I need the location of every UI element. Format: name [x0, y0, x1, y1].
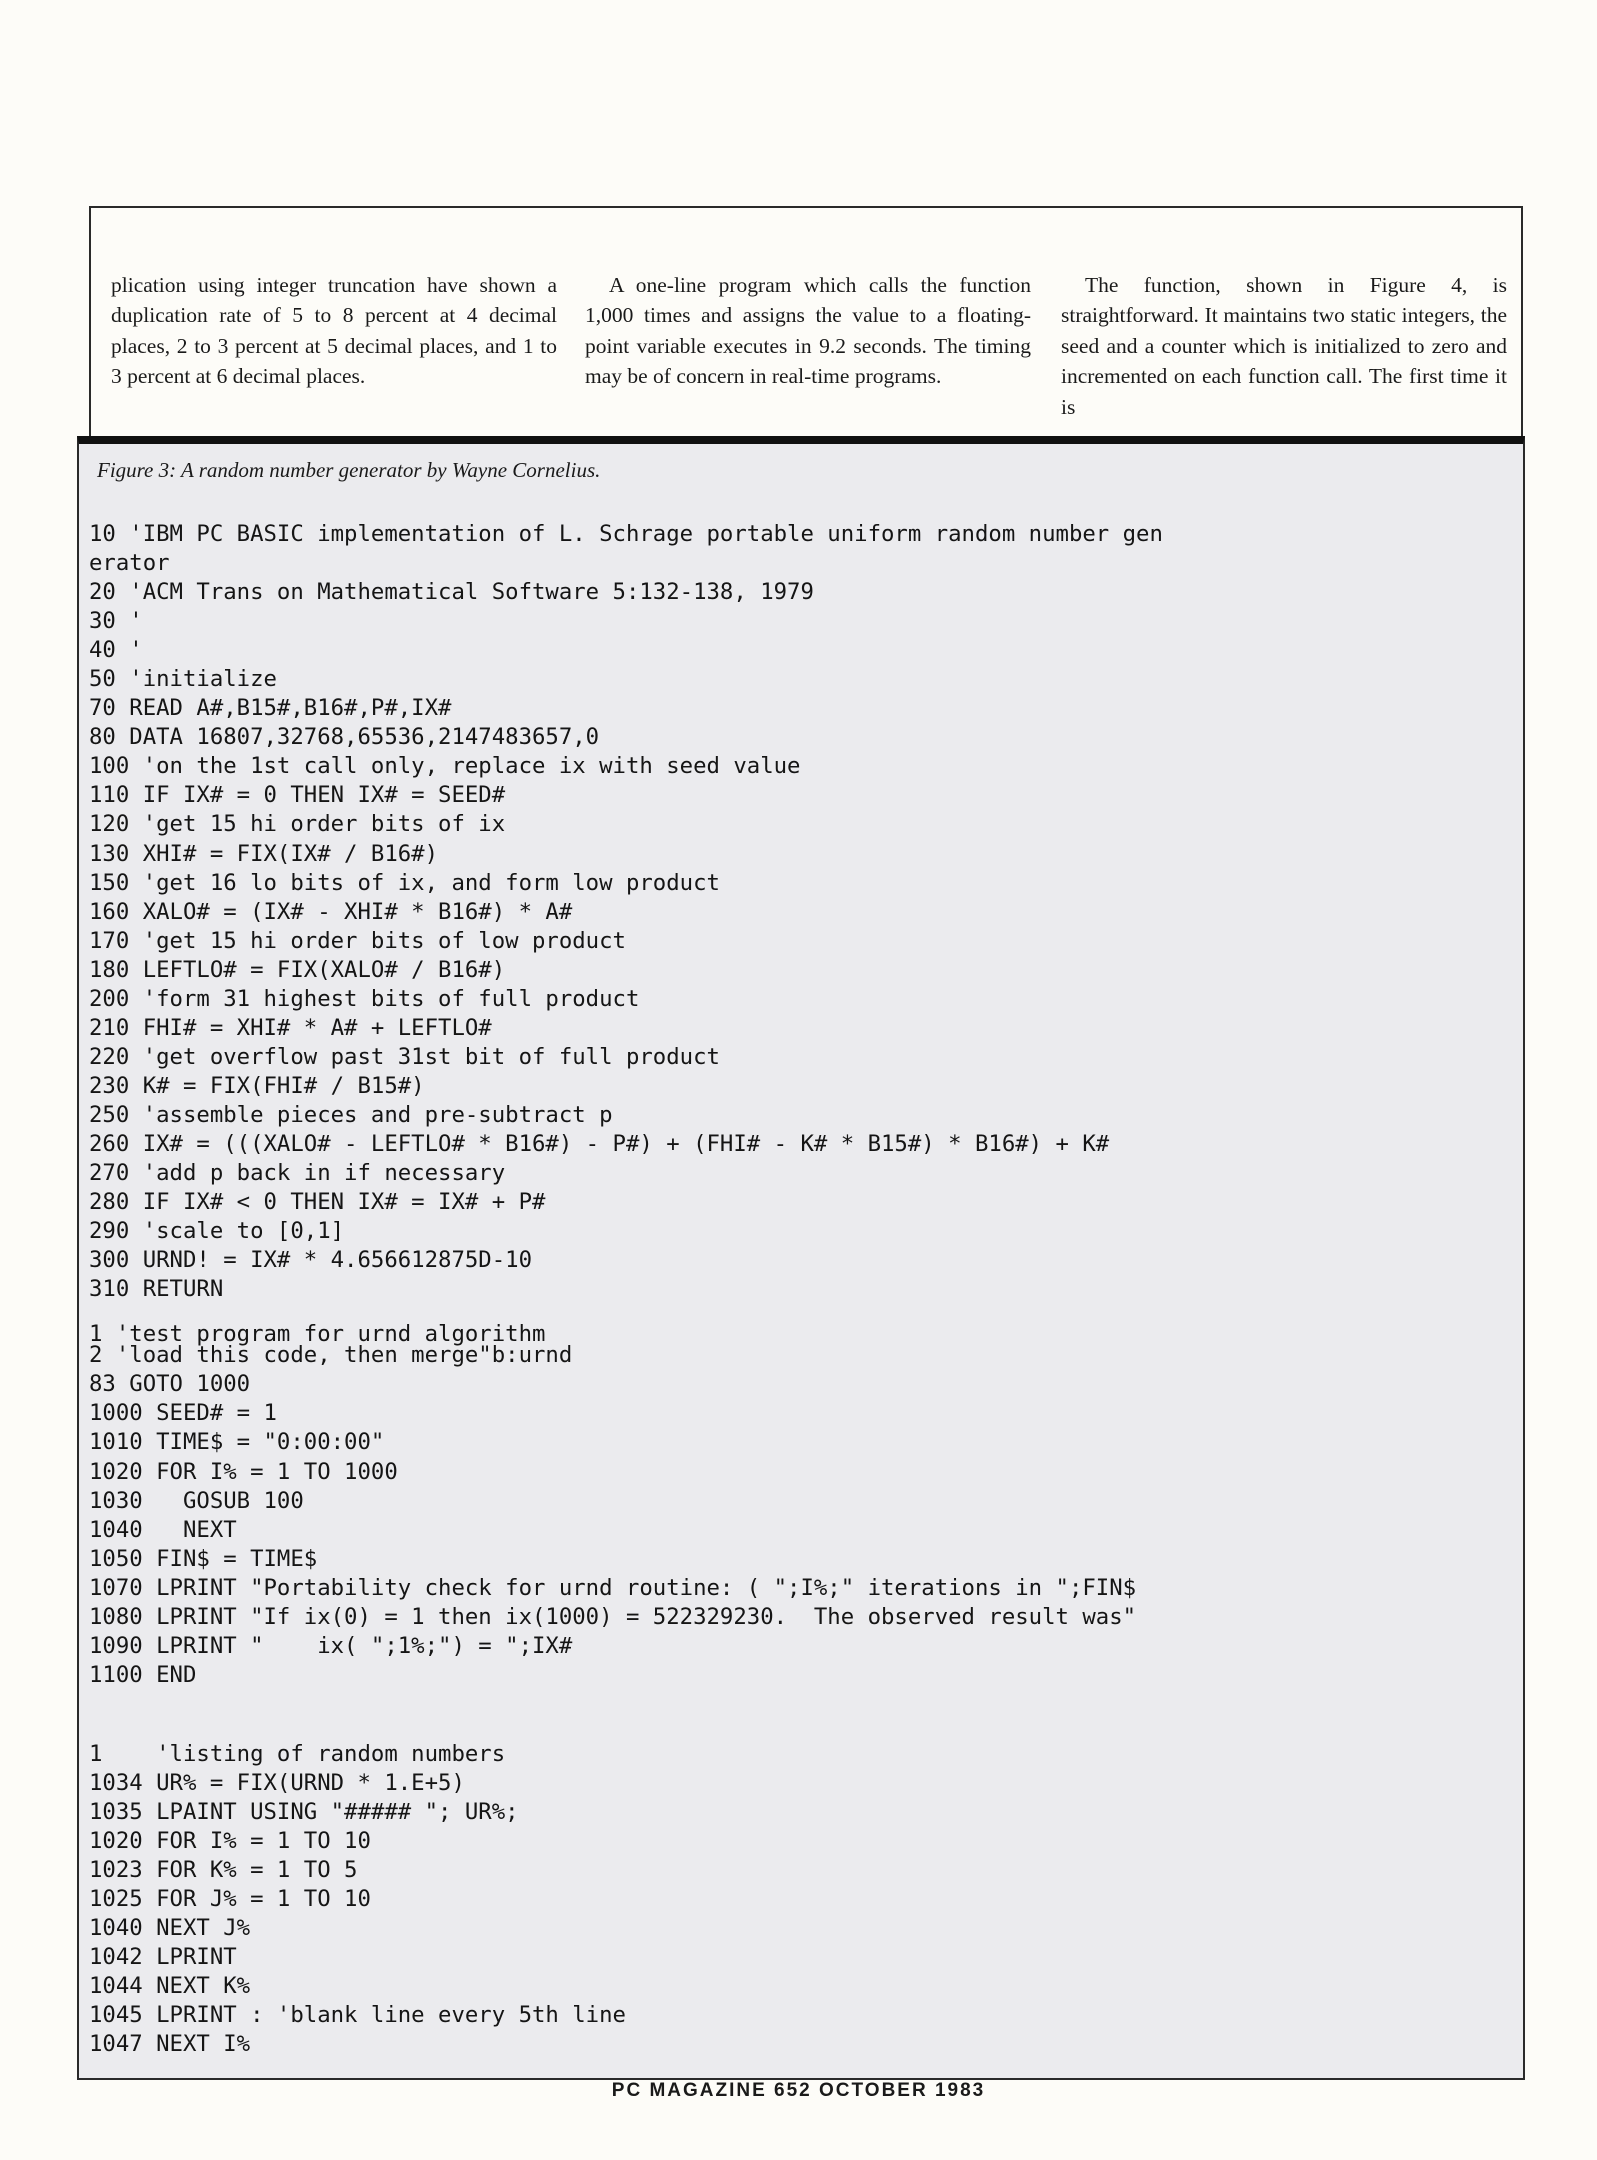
- code-line: 80 DATA 16807,32768,65536,2147483657,0: [89, 724, 600, 751]
- figure-caption: Figure 3: A random number generator by Wayne Cornelius.: [97, 458, 601, 482]
- code-line: 1035 LPAINT USING "##### "; UR%;: [89, 1798, 519, 1825]
- code-line: erator: [89, 550, 170, 577]
- page-footer: PC MAGAZINE 652 OCTOBER 1983: [611, 2080, 986, 2101]
- code-line: 300 URND! = IX# * 4.656612875D-10: [89, 1247, 532, 1274]
- article-column-1: [111, 270, 557, 392]
- code-line: 83 GOTO 1000: [89, 1371, 251, 1398]
- code-line: 1080 LPRINT "If ix(0) = 1 then ix(1000) = 522329230. The observed result was": [89, 1603, 1137, 1630]
- code-line: 1044 NEXT K%: [89, 1973, 251, 2000]
- code-line: 200 'form 31 highest bits of full product: [89, 985, 640, 1012]
- code-listing: [89, 520, 1503, 2059]
- code-line: 1025 FOR J% = 1 TO 10: [89, 1886, 371, 1913]
- code-line: 1 'listing of random numbers: [89, 1740, 506, 1767]
- code-line: 1045 LPRINT : 'blank line every 5th line: [89, 2002, 626, 2029]
- code-line: 30 ': [89, 608, 143, 635]
- code-line: 40 ': [89, 637, 143, 664]
- code-line: 1100 END: [89, 1661, 197, 1688]
- code-line: 1020 FOR I% = 1 TO 1000: [89, 1458, 398, 1485]
- column-1-text: plication using integer truncation have shown a duplication rate of 5 to 8 percent at 4 decimal places, 2 to 3 percent at 5 decimal places, and 1 to 3 percent at 6 decimal places.: [111, 273, 557, 389]
- code-line: 1050 FIN$ = TIME$: [89, 1545, 318, 1572]
- code-line: 20 'ACM Trans on Mathematical Software 5:132-138, 1979: [89, 579, 814, 606]
- code-line: 1010 TIME$ = "0:00:00": [89, 1429, 385, 1456]
- code-line: 110 IF IX# = 0 THEN IX# = SEED#: [89, 782, 506, 809]
- code-line: 2 'load this code, then merge"b:urnd: [89, 1342, 573, 1369]
- column-2-text: A one-line program which calls the function 1,000 times and assigns the value to a floating-point variable executes in 9.2 seconds. The timing may be of concern in real-time programs.: [585, 273, 1031, 389]
- code-line: 160 XALO# = (IX# - XHI# * B16#) * A#: [89, 898, 573, 925]
- code-line: 270 'add p back in if necessary: [89, 1160, 506, 1187]
- code-line: 130 XHI# = FIX(IX# / B16#): [89, 840, 439, 867]
- code-line: 1020 FOR I% = 1 TO 10: [89, 1828, 371, 1855]
- code-line: 1070 LPRINT "Portability check for urnd routine: ( ";I%;" iterations in ";FIN$: [89, 1574, 1137, 1601]
- code-line: 1023 FOR K% = 1 TO 5: [89, 1857, 358, 1884]
- code-line: 1030 GOSUB 100: [89, 1487, 304, 1514]
- code-line: 1090 LPRINT " ix( ";1%;") = ";IX#: [89, 1632, 573, 1659]
- code-line: 1047 NEXT I%: [89, 2031, 251, 2058]
- code-line: 1 'test program for urnd algorithm: [89, 1321, 546, 1348]
- figure-3-box: [77, 436, 1525, 2080]
- code-line: 150 'get 16 lo bits of ix, and form low product: [89, 869, 720, 896]
- code-line: 310 RETURN: [89, 1276, 224, 1303]
- code-line: 250 'assemble pieces and pre-subtract p: [89, 1101, 613, 1128]
- code-line: 220 'get overflow past 31st bit of full product: [89, 1043, 720, 1070]
- code-line: 1040 NEXT: [89, 1516, 237, 1543]
- code-line: 1042 LPRINT: [89, 1944, 237, 1971]
- code-line: 260 IX# = (((XALO# - LEFTLO# * B16#) - P#) + (FHI# - K# * B15#) * B16#) + K#: [89, 1130, 1110, 1157]
- code-line: 100 'on the 1st call only, replace ix with seed value: [89, 753, 801, 780]
- code-line: 1000 SEED# = 1: [89, 1400, 277, 1427]
- code-line: 230 K# = FIX(FHI# / B15#): [89, 1072, 425, 1099]
- article-text-box: [89, 206, 1523, 438]
- article-column-3: [1061, 270, 1507, 422]
- code-line: 210 FHI# = XHI# * A# + LEFTLO#: [89, 1014, 492, 1041]
- code-line: 10 'IBM PC BASIC implementation of L. Schrage portable uniform random number gen: [89, 521, 1163, 547]
- code-line: 120 'get 15 hi order bits of ix: [89, 811, 506, 838]
- code-line: 1040 NEXT J%: [89, 1915, 251, 1942]
- code-line: 180 LEFTLO# = FIX(XALO# / B16#): [89, 956, 506, 983]
- column-3-text: The function, shown in Figure 4, is straightforward. It maintains two static integers, the seed and a counter which is initialized to zero and incremented on each function call. The first time it is: [1061, 273, 1507, 419]
- article-column-2: [585, 270, 1031, 392]
- code-line: 1034 UR% = FIX(URND * 1.E+5): [89, 1769, 465, 1796]
- code-line: 290 'scale to [0,1]: [89, 1218, 345, 1245]
- code-line: 70 READ A#,B15#,B16#,P#,IX#: [89, 695, 452, 722]
- code-line: 280 IF IX# < 0 THEN IX# = IX# + P#: [89, 1189, 546, 1216]
- code-line: 170 'get 15 hi order bits of low product: [89, 927, 626, 954]
- code-line: 50 'initialize: [89, 666, 277, 693]
